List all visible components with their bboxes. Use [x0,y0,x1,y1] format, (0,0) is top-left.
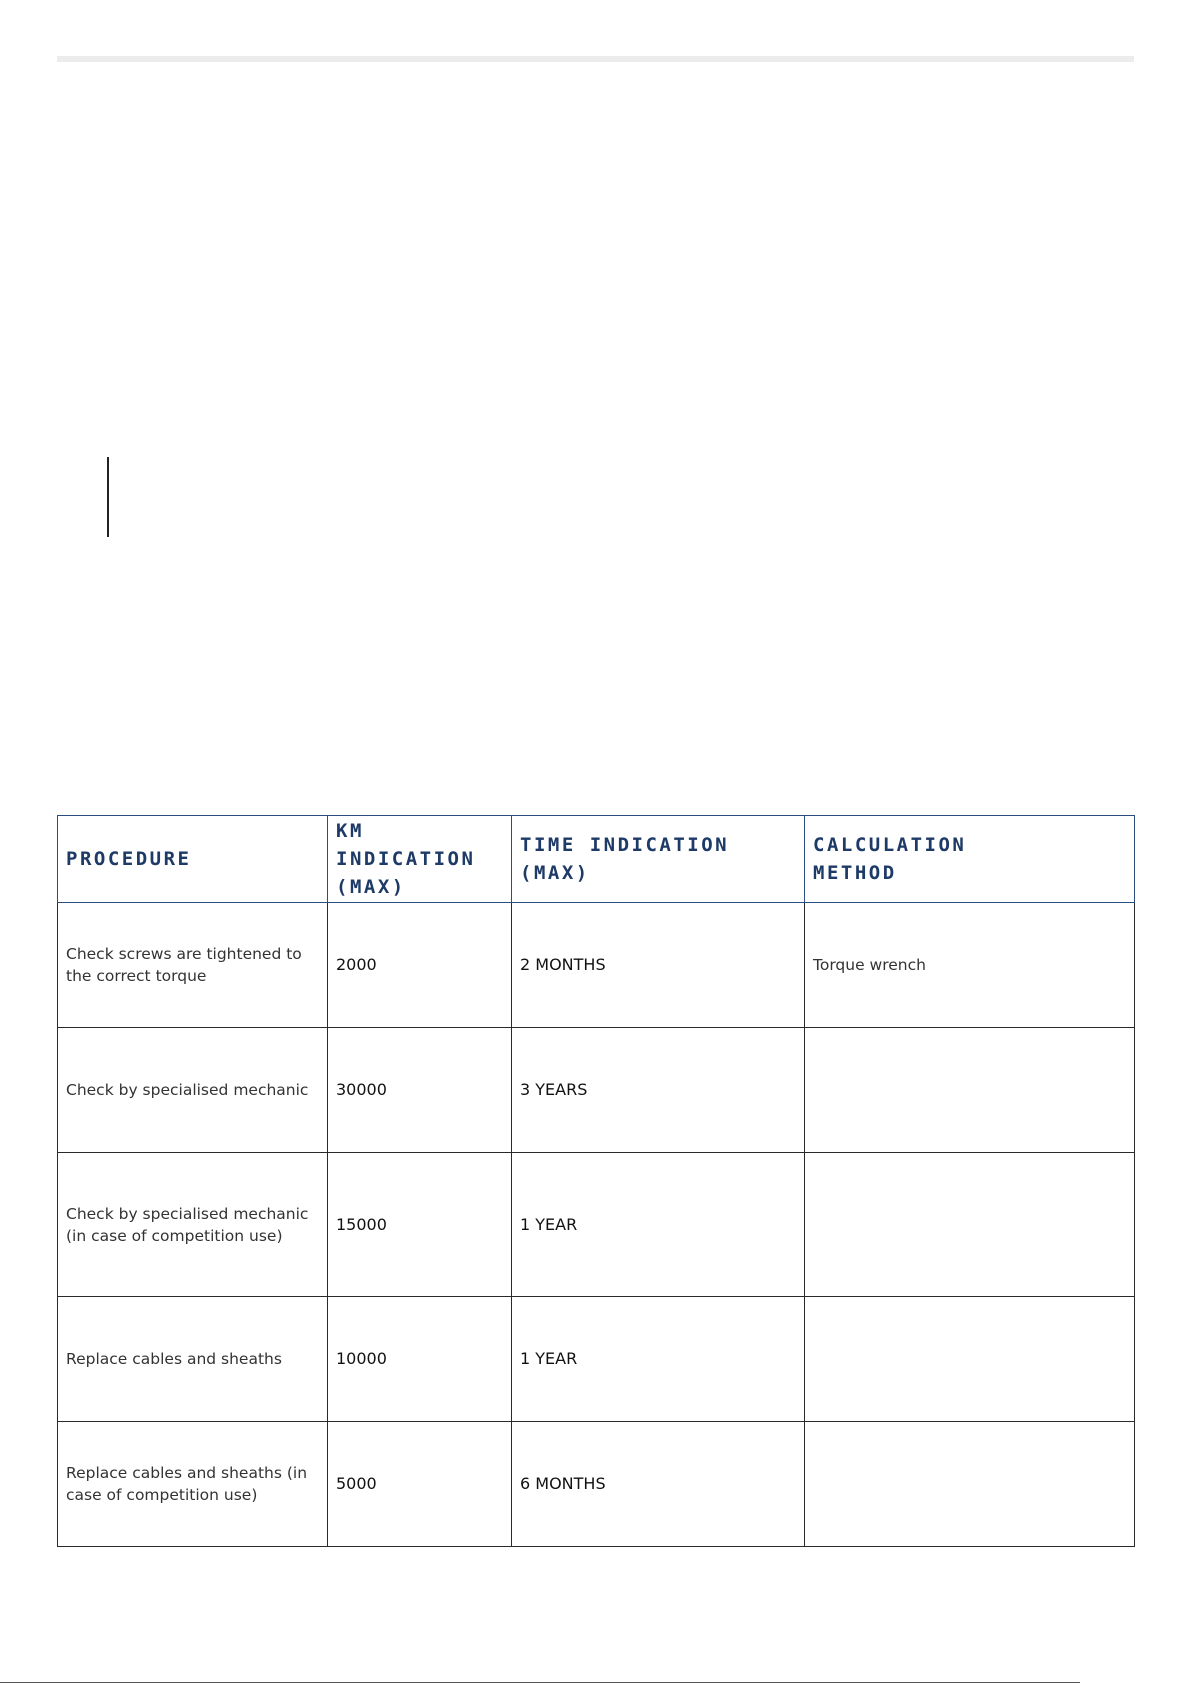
time-cell: 6 MONTHS [512,1422,805,1547]
table-row [58,1153,1135,1297]
time-cell: 2 MONTHS [512,903,805,1028]
procedure-cell: Replace cables and sheaths [58,1297,328,1422]
procedure-cell: Replace cables and sheaths (in case of competition use) [58,1422,328,1547]
table-row [58,1028,1135,1153]
table-header-row [58,816,1135,903]
maintenance-table [57,815,1135,1547]
method-cell: Torque wrench [805,903,1135,1028]
table-row [58,903,1135,1028]
km-cell: 5000 [328,1422,512,1547]
procedure-cell: Check by specialised mechanic [58,1028,328,1153]
km-cell: 2000 [328,903,512,1028]
margin-bar [107,457,109,537]
header-procedure: PROCEDURE [58,816,328,903]
time-cell: 1 YEAR [512,1153,805,1297]
method-cell [805,1422,1135,1547]
header-calculation-method: CALCULATION METHOD [805,816,1135,903]
procedure-cell: Check screws are tightened to the correct torque [58,903,328,1028]
km-cell: 30000 [328,1028,512,1153]
top-divider [57,56,1134,62]
method-cell [805,1297,1135,1422]
procedure-cell: Check by specialised mechanic (in case of competition use) [58,1153,328,1297]
header-km-indication: KM INDICATION (MAX) [328,816,512,903]
table-row [58,1297,1135,1422]
time-cell: 3 YEARS [512,1028,805,1153]
method-cell [805,1153,1135,1297]
km-cell: 10000 [328,1297,512,1422]
method-cell [805,1028,1135,1153]
time-cell: 1 YEAR [512,1297,805,1422]
table-row [58,1422,1135,1547]
bottom-divider [0,1682,1080,1683]
header-time-indication: TIME INDICATION (MAX) [512,816,805,903]
km-cell: 15000 [328,1153,512,1297]
